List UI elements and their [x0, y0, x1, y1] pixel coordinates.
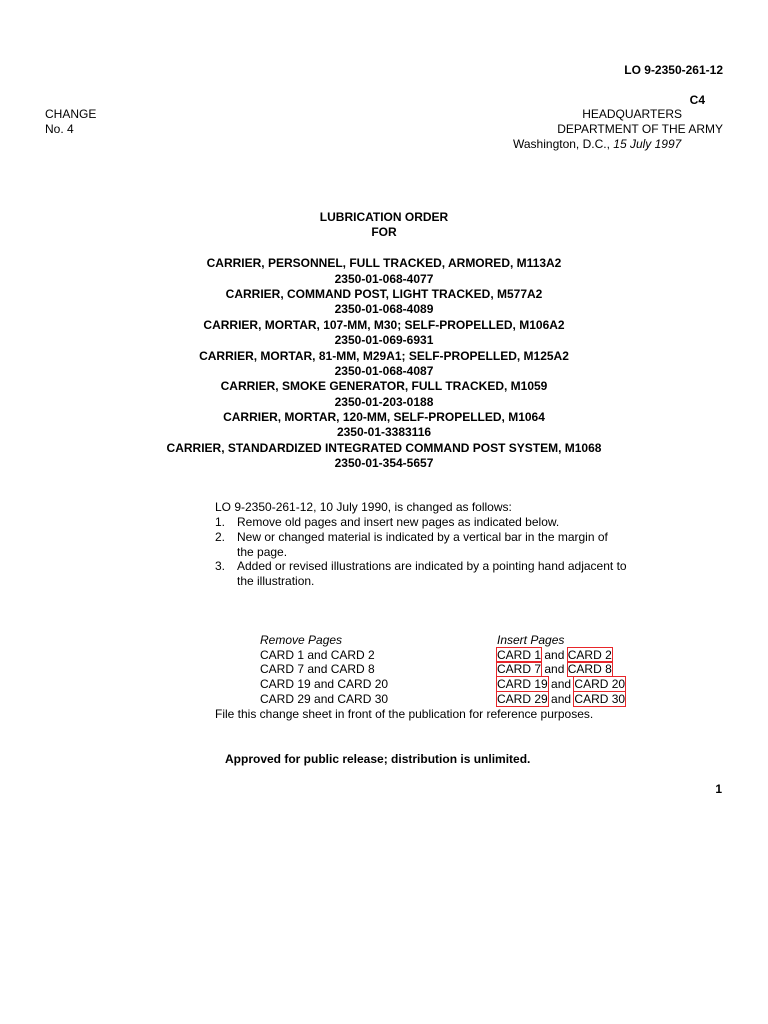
headquarters-label: HEADQUARTERS — [582, 107, 682, 121]
page-number: 1 — [715, 782, 722, 796]
step-number: 2. — [215, 530, 226, 544]
step-number: 1. — [215, 515, 226, 529]
instruction-step — [215, 530, 608, 545]
remove-pages-row: CARD 1 and CARD 2 — [260, 648, 375, 662]
joiner-text: and — [551, 692, 572, 706]
insert-pages-row — [497, 692, 625, 707]
step-text-continued: the illustration. — [237, 574, 315, 588]
instruction-step — [215, 515, 559, 530]
vehicle-nsn: 2350-01-068-4089 — [334, 302, 434, 317]
step-text-continued: the page. — [237, 545, 288, 559]
card-link[interactable]: CARD 7 — [497, 662, 542, 676]
step-text: Added or revised illustrations are indicated by a pointing hand adjacent to — [237, 559, 627, 573]
location-text: Washington, D.C., — [513, 137, 610, 151]
vehicle-nsn: 2350-01-3383116 — [336, 425, 432, 440]
change-number: No. 4 — [45, 122, 74, 136]
joiner-text: and — [551, 677, 572, 691]
card-link[interactable]: CARD 19 — [497, 677, 548, 691]
remove-pages-header: Remove Pages — [260, 633, 343, 647]
document-id: LO 9-2350-261-12 — [624, 63, 723, 77]
file-note: File this change sheet in front of the publication for reference purposes. — [215, 707, 594, 721]
vehicle-nsn: 2350-01-069-6931 — [334, 333, 434, 348]
insert-pages-header: Insert Pages — [497, 633, 565, 647]
card-link[interactable]: CARD 30 — [574, 692, 626, 706]
step-text: Remove old pages and insert new pages as indicated below. — [237, 515, 560, 529]
vehicle-name: CARRIER, MORTAR, 107-MM, M30; SELF-PROPELLED, M106A2 — [203, 317, 565, 332]
card-link[interactable]: CARD 8 — [567, 662, 612, 676]
department-label: DEPARTMENT OF THE ARMY — [557, 122, 723, 136]
card-link[interactable]: CARD 2 — [567, 648, 612, 662]
vehicle-name: CARRIER, COMMAND POST, LIGHT TRACKED, M577A2 — [225, 286, 543, 301]
release-notice: Approved for public release; distribution is unlimited. — [225, 752, 531, 766]
vehicle-name: CARRIER, MORTAR, 81-MM, M29A1; SELF-PROPELLED, M125A2 — [199, 348, 569, 363]
instruction-step — [215, 559, 627, 574]
card-link[interactable]: CARD 29 — [497, 692, 548, 706]
publication-date: 15 July 1997 — [613, 137, 682, 151]
insert-pages-row — [497, 677, 625, 692]
joiner-text: and — [544, 648, 565, 662]
title-line-2: FOR — [371, 225, 397, 240]
vehicle-name: CARRIER, STANDARDIZED INTEGRATED COMMAND POST SYSTEM, M1068 — [166, 440, 602, 455]
insert-pages-row — [497, 662, 612, 677]
vehicle-name: CARRIER, MORTAR, 120-MM, SELF-PROPELLED, M1064 — [223, 410, 545, 425]
step-number: 3. — [215, 559, 226, 573]
vehicle-nsn: 2350-01-354-5657 — [334, 456, 434, 471]
remove-pages-row: CARD 7 and CARD 8 — [260, 662, 375, 676]
location-date — [513, 137, 681, 152]
vehicle-nsn: 2350-01-068-4077 — [334, 271, 434, 286]
vehicle-name: CARRIER, PERSONNEL, FULL TRACKED, ARMORED, M113A2 — [206, 256, 562, 271]
remove-pages-row: CARD 19 and CARD 20 — [260, 677, 389, 691]
card-link[interactable]: CARD 1 — [497, 648, 542, 662]
vehicle-name: CARRIER, SMOKE GENERATOR, FULL TRACKED, M1059 — [220, 379, 548, 394]
instructions-intro: LO 9-2350-261-12, 10 July 1990, is changed as follows: — [215, 500, 512, 514]
change-level: C4 — [689, 93, 705, 107]
step-text: New or changed material is indicated by a vertical bar in the margin of — [237, 530, 608, 544]
change-label: CHANGE — [45, 107, 97, 121]
title-block — [0, 210, 768, 472]
insert-pages-row — [497, 648, 612, 663]
joiner-text: and — [544, 662, 565, 676]
title-line-1: LUBRICATION ORDER — [319, 210, 449, 224]
vehicle-nsn: 2350-01-068-4087 — [334, 363, 434, 378]
card-link[interactable]: CARD 20 — [574, 677, 626, 691]
vehicle-nsn: 2350-01-203-0188 — [334, 394, 434, 409]
remove-pages-row: CARD 29 and CARD 30 — [260, 692, 389, 706]
